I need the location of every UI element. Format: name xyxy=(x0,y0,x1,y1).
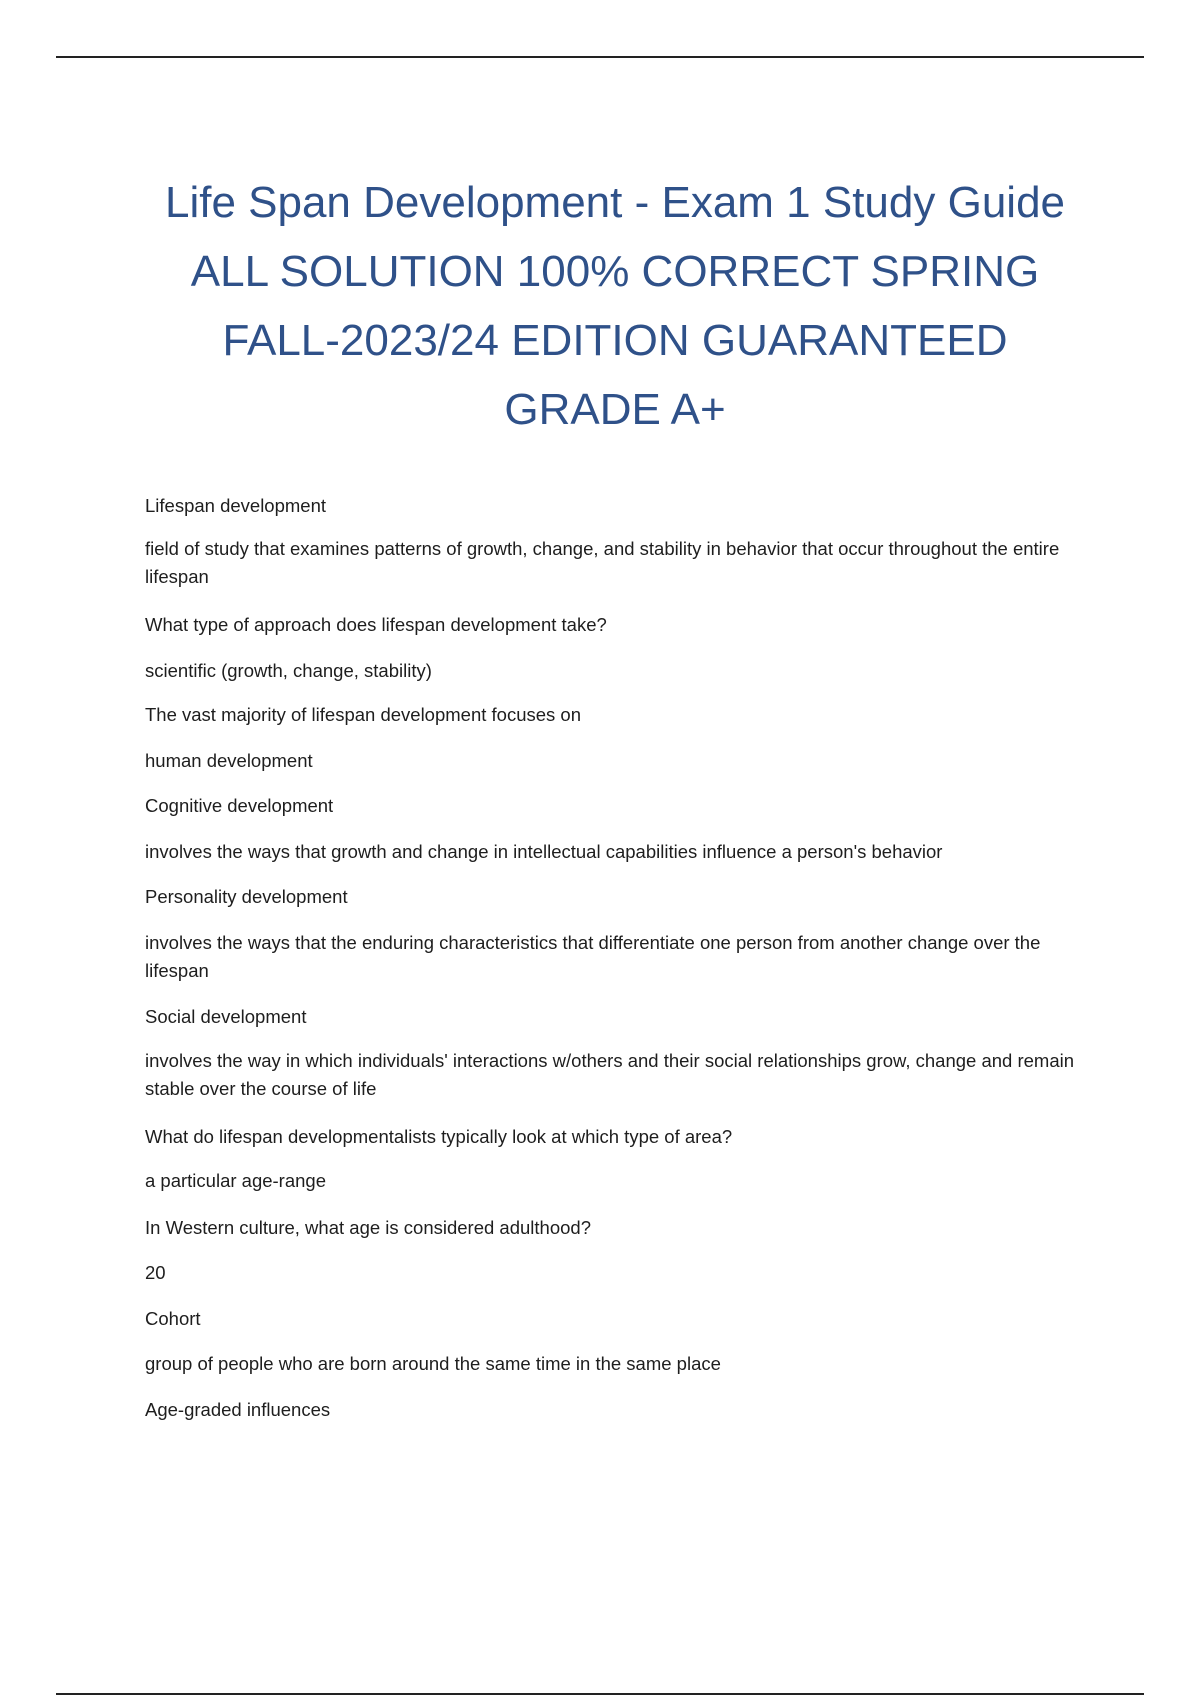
term-age-graded-influences: Age-graded influences xyxy=(145,1399,331,1420)
term-cohort: Cohort xyxy=(145,1308,201,1329)
term-lifespan-development: Lifespan development xyxy=(145,495,327,516)
answer-focus: human development xyxy=(145,750,313,771)
bottom-rule xyxy=(56,1693,1144,1695)
question-focus: The vast majority of lifespan development focuses on xyxy=(145,704,582,725)
document-title: Life Span Development - Exam 1 Study Guide ALL SOLUTION 100% CORRECT SPRING FALL-2023/24 EDITION GUARANTEED GRADE A+ xyxy=(164,178,1066,434)
answer-adulthood: 20 xyxy=(145,1262,166,1283)
top-rule xyxy=(56,56,1144,58)
definition-social-development: involves the way in which individuals' interactions w/others and their social relationships grow, change and remain stable over the course of life xyxy=(145,1050,1075,1099)
question-area: What do lifespan developmentalists typically look at which type of area? xyxy=(145,1126,733,1147)
term-personality-development: Personality development xyxy=(145,886,348,907)
term-cognitive-development: Cognitive development xyxy=(145,795,334,816)
answer-area: a particular age-range xyxy=(145,1170,326,1191)
definition-personality-development: involves the ways that the enduring characteristics that differentiate one person from another change over the lifespan xyxy=(145,932,1041,981)
definition-cohort: group of people who are born around the same time in the same place xyxy=(145,1353,721,1374)
question-adulthood: In Western culture, what age is considered adulthood? xyxy=(145,1217,591,1238)
answer-approach: scientific (growth, change, stability) xyxy=(145,660,432,681)
term-social-development: Social development xyxy=(145,1006,307,1027)
definition-lifespan-development: field of study that examines patterns of growth, change, and stability in behavior that occur throughout the entire lifespan xyxy=(145,538,1060,587)
question-approach: What type of approach does lifespan development take? xyxy=(145,614,607,635)
definition-cognitive-development: involves the ways that growth and change in intellectual capabilities influence a person's behavior xyxy=(145,841,943,862)
